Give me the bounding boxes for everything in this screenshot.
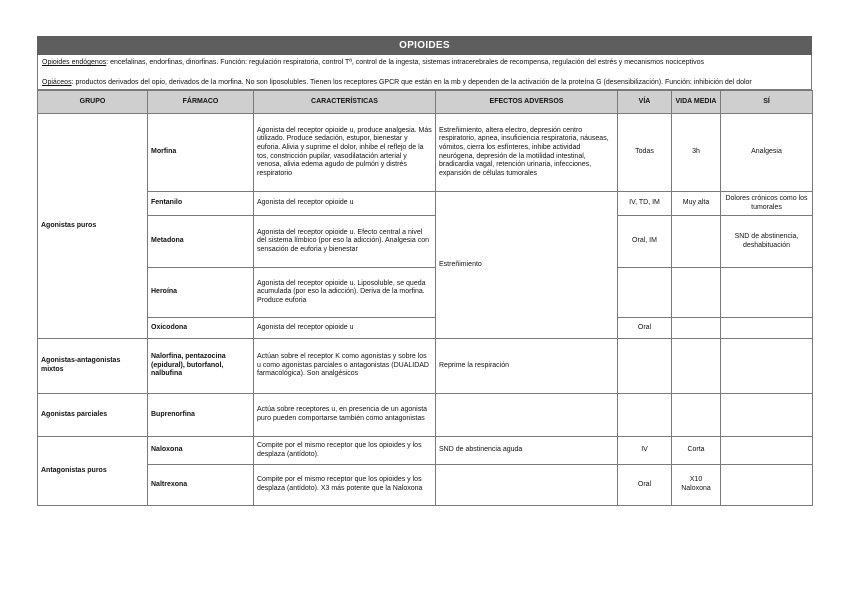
intro-opiaceos [42,78,807,87]
via-fentanilo: IV, TD, IM [618,192,672,216]
si-metadona: SND de abstinencia, deshabituación [721,216,813,268]
efectos-naltrexona [436,465,618,506]
opioides-sheet [37,36,812,506]
vida-oxicodona [672,318,721,339]
header-efectos: EFECTOS ADVERSOS [436,91,618,114]
vida-buprenorfina [672,394,721,437]
table-row [38,394,813,437]
caract-metadona: Agonista del receptor opioide u. Efecto central a nivel del sistema límbico (por eso la adicción). Analgesia con sensación de euforia y bienestar [254,216,436,268]
efectos-mixtos: Reprime la respiración [436,339,618,394]
efectos-naloxona: SND de abstinencia aguda [436,437,618,465]
drug-naloxona: Naloxona [148,437,254,465]
header-si: SÍ [721,91,813,114]
table-row [38,437,813,465]
si-heroina [721,268,813,318]
caract-mixtos: Actúan sobre el receptor K como agonistas y sobre los u como agonistas parciales o antagonistas (DUALIDAD farmacológica). Son analgésicos [254,339,436,394]
opiaceos-text: : productos derivados del opio, derivados de la morfina. No son liposolubles. Tienen los receptores GPCR que están en la mb y dependen de la activación de la proteína G (desensibilización). Función: inhibición del dolor [71,79,752,86]
si-naltrexona [721,465,813,506]
drug-buprenorfina: Buprenorfina [148,394,254,437]
efectos-morfina: Estreñimiento, altera electro, depresión centro respiratorio, apnea, insuficiencia respiratoria, náuseas, vómitos, cierra los esfínteres, inhibe actividad neurógena, depresión de la motilidad intestinal, bradicardia vagal, retención urinaria, infecciones, expansión de células tumorales [436,114,618,192]
via-naloxona: IV [618,437,672,465]
group-mixtos: Agonistas-antagonistas mixtos [38,339,148,394]
group-antagonistas-puros: Antagonistas puros [38,437,148,506]
header-grupo: GRUPO [38,91,148,114]
drug-morfina: Morfina [148,114,254,192]
table-header-row [38,91,813,114]
header-caracteristicas: CARACTERÍSTICAS [254,91,436,114]
via-mixtos [618,339,672,394]
via-naltrexona: Oral [618,465,672,506]
page-title: OPIOIDES [37,36,812,55]
efectos-buprenorfina [436,394,618,437]
via-metadona: Oral, IM [618,216,672,268]
drug-metadona: Metadona [148,216,254,268]
si-morfina: Analgesia [721,114,813,192]
si-naloxona [721,437,813,465]
drug-heroina: Heroína [148,268,254,318]
via-oxicodona: Oral [618,318,672,339]
header-farmaco: FÁRMACO [148,91,254,114]
drug-fentanilo: Fentanilo [148,192,254,216]
vida-morfina: 3h [672,114,721,192]
endogenos-text: : encefalinas, endorfinas, dinorfinas. Función: regulación respiratoria, control Tª, control de la ingesta, sistemas intracerebrales de recompensa, regulación del estrés y mecanismos nociceptivos [106,59,704,66]
opioides-table [37,90,813,506]
vida-naltrexona: X10 Naloxona [672,465,721,506]
caract-morfina: Agonista del receptor opioide u, produce analgesia. Más utilizado. Produce sedación, estupor, bienestar y euforia. Alivia y suprime el dolor, inhibe el reflejo de la tos, constricción pupilar, vasodilatación arterial y venosa, alivia edema agudo de pulmón y distrés respiratorio [254,114,436,192]
si-fentanilo: Dolores crónicos como los tumorales [721,192,813,216]
group-agonistas-puros: Agonistas puros [38,114,148,339]
caract-oxicodona: Agonista del receptor opioide u [254,318,436,339]
caract-naloxona: Compite por el mismo receptor que los opioides y los desplaza (antídoto). [254,437,436,465]
intro-block [37,55,812,90]
endogenos-label: Opioides endógenos [42,59,107,66]
table-row [38,339,813,394]
table-row [38,216,813,268]
vida-naloxona: Corta [672,437,721,465]
vida-mixtos [672,339,721,394]
drug-mixtos: Nalorfina, pentazocina (epidural), butorfanol, nalbufina [148,339,254,394]
via-buprenorfina [618,394,672,437]
table-row [38,465,813,506]
vida-metadona [672,216,721,268]
via-heroina [618,268,672,318]
header-via: VÍA [618,91,672,114]
vida-heroina [672,268,721,318]
drug-naltrexona: Naltrexona [148,465,254,506]
table-row [38,318,813,339]
table-row [38,268,813,318]
table-row [38,114,813,192]
efectos-agonistas-puros: Estreñimiento [436,192,618,339]
header-vida-media: VIDA MEDIA [672,91,721,114]
opiaceos-label: Opiáceos [42,79,72,86]
intro-endogenos [42,58,807,67]
si-oxicodona [721,318,813,339]
caract-naltrexona: Compite por el mismo receptor que los opioides y los desplaza (antídoto). X3 más potente que la Naloxona [254,465,436,506]
caract-buprenorfina: Actúa sobre receptores u, en presencia de un agonista puro pueden comportarse también como antagonistas [254,394,436,437]
via-morfina: Todas [618,114,672,192]
si-buprenorfina [721,394,813,437]
caract-fentanilo: Agonista del receptor opioide u [254,192,436,216]
vida-fentanilo: Muy alta [672,192,721,216]
drug-oxicodona: Oxicodona [148,318,254,339]
caract-heroina: Agonista del receptor opioide u. Liposoluble, se queda acumulada (por eso la adicción). Deriva de la morfina. Produce euforia [254,268,436,318]
table-row [38,192,813,216]
group-parciales: Agonistas parciales [38,394,148,437]
si-mixtos [721,339,813,394]
